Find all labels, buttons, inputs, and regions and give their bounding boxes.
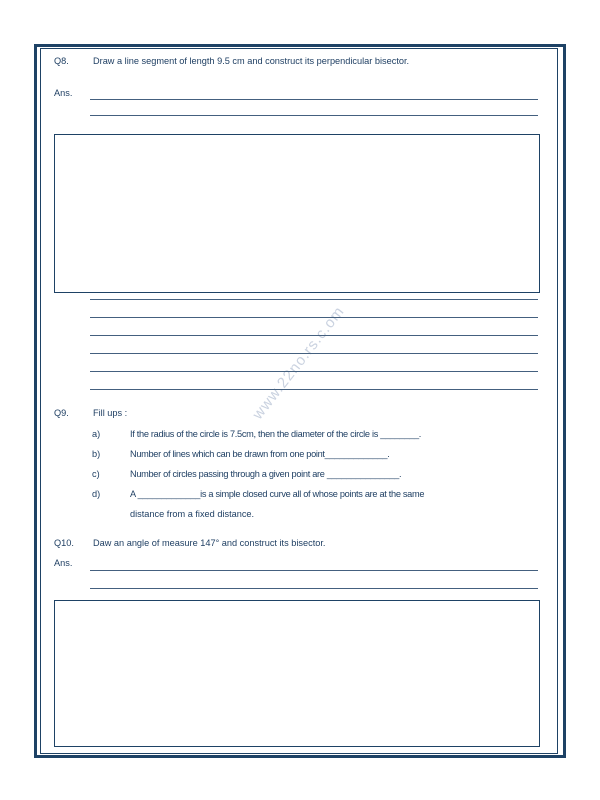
answer-label-q10: Ans. bbox=[54, 558, 73, 568]
answer-rule-q8-5 bbox=[90, 335, 538, 336]
fillup-item-b bbox=[92, 448, 547, 461]
question-q10-number: Q10. bbox=[54, 538, 74, 548]
answer-label-q8: Ans. bbox=[54, 88, 73, 98]
answer-rule-q8-4 bbox=[90, 317, 538, 318]
answer-box-q10[interactable] bbox=[54, 600, 540, 747]
fillup-letter-b: b) bbox=[92, 449, 101, 459]
fillup-text-a: If the radius of the circle is 7.5cm, then the diameter of the circle is ________. bbox=[130, 429, 422, 439]
answer-rule-q8-2 bbox=[90, 115, 538, 116]
question-q10 bbox=[54, 537, 544, 550]
answer-rule-q10-1 bbox=[90, 570, 538, 571]
fillup-item-c bbox=[92, 468, 547, 481]
question-q8-number: Q8. bbox=[54, 56, 69, 66]
answer-box-q8[interactable] bbox=[54, 134, 540, 293]
question-q10-text: Daw an angle of measure 147° and construct its bisector. bbox=[93, 538, 326, 548]
answer-rule-q8-3 bbox=[90, 299, 538, 300]
question-q8-text: Draw a line segment of length 9.5 cm and construct its perpendicular bisector. bbox=[93, 56, 410, 66]
fillup-text-c: Number of circles passing through a given point are _______________. bbox=[130, 469, 402, 479]
fillup-item-d bbox=[92, 488, 547, 501]
fillup-letter-a: a) bbox=[92, 429, 101, 439]
fillup-text-b: Number of lines which can be drawn from one point_____________. bbox=[130, 449, 390, 459]
watermark-text: www.22no.rs.c.om bbox=[249, 303, 348, 423]
question-q8 bbox=[54, 55, 544, 68]
fillup-text-d-continuation: distance from a fixed distance. bbox=[130, 509, 255, 519]
fillup-letter-d: d) bbox=[92, 489, 101, 499]
fillup-text-d: A _____________is a simple closed curve all of whose points are at the same bbox=[130, 489, 425, 499]
answer-rule-q8-6 bbox=[90, 353, 538, 354]
question-q9-text: Fill ups : bbox=[93, 408, 128, 418]
worksheet-content bbox=[41, 49, 557, 753]
fillup-letter-c: c) bbox=[92, 469, 100, 479]
answer-rule-q8-1 bbox=[90, 99, 538, 100]
fillup-item-a bbox=[92, 428, 547, 441]
answer-rule-q8-8 bbox=[90, 389, 538, 390]
question-q9-number: Q9. bbox=[54, 408, 69, 418]
answer-rule-q10-2 bbox=[90, 588, 538, 589]
answer-rule-q8-7 bbox=[90, 371, 538, 372]
question-q9 bbox=[54, 407, 544, 420]
